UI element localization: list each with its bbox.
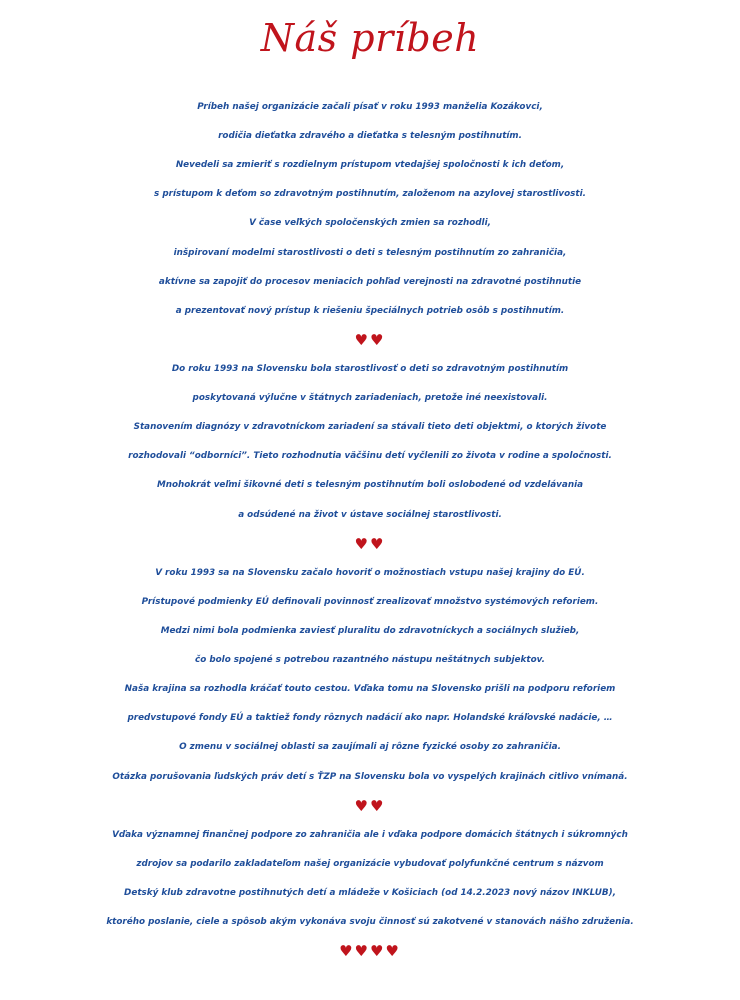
story-paragraph-line: ktorého poslanie, ciele a spôsob akým vykonáva svoju činnosť sú zakotvené v stanovách nášho združenia.: [106, 917, 634, 928]
story-paragraph-line: aktívne sa zapojiť do procesov meniacich pohľad verejnosti na zdravotné postihnutie: [158, 276, 582, 287]
story-paragraph-line: s prístupom k deťom so zdravotným postihnutím, založenom na azylovej starostlivosti.: [154, 189, 586, 200]
story-paragraph-line: Naša krajina sa rozhodla kráčať touto cestou. Vďaka tomu na Slovensko prišli na podporu reforiem: [124, 684, 616, 695]
story-paragraph-line: Stanovením diagnózy v zdravotníckom zariadení sa stávali tieto deti objektmi, o ktorých živote: [133, 422, 607, 433]
story-paragraph-line: zdrojov sa podarilo zakladateľom našej organizácie vybudovať polyfunkčné centrum s názvom: [136, 858, 604, 869]
story-paragraph-line: poskytovaná výlučne v štátnych zariadeniach, pretože iné neexistovali.: [192, 393, 548, 404]
story-paragraph-line: Prístupové podmienky EÚ definovali povinnosť zrealizovať množstvo systémových reforiem.: [141, 596, 599, 607]
hearts-divider-icon: ♥♥: [354, 330, 386, 349]
story-paragraph-line: rozhodovali “odborníci”. Tieto rozhodnutia väčšinu detí vyčlenili zo života v rodine a spoločnosti.: [128, 451, 612, 462]
story-paragraph-line: a odsúdené na život v ústave sociálnej starostlivosti.: [238, 509, 502, 520]
story-paragraph-line: Vďaka významnej finančnej podpore zo zahraničia ale i vďaka podpore domácich štátnych i súkromných: [112, 829, 628, 840]
story-paragraph-line: čo bolo spojené s potrebou razantného nástupu neštátnych subjektov.: [195, 655, 545, 666]
hearts-divider-icon: ♥♥♥♥: [339, 942, 401, 961]
story-text: [0, 93, 740, 966]
page-title: Náš príbeh: [260, 16, 480, 60]
story-paragraph-line: Detský klub zdravotne postihnutých detí a mládeže v Košiciach (od 14.2.2023 nový názov INKLUB),: [124, 887, 616, 898]
story-paragraph-line: inšpirovaní modelmi starostlivosti o deti s telesným postihnutím zo zahraničia,: [173, 247, 567, 258]
story-paragraph-line: V roku 1993 sa na Slovensku začalo hovoriť o možnostiach vstupu našej krajiny do EÚ.: [155, 567, 585, 578]
story-paragraph-line: V čase veľkých spoločenských zmien sa rozhodli,: [249, 218, 491, 229]
hearts-divider-icon: ♥♥: [354, 796, 386, 815]
story-paragraph-line: a prezentovať nový prístup k riešeniu špeciálnych potrieb osôb s postihnutím.: [175, 305, 565, 316]
story-paragraph-line: Mnohokrát veľmi šikovné deti s telesným postihnutím boli oslobodené od vzdelávania: [156, 480, 584, 491]
story-paragraph-line: Nevedeli sa zmieriť s rozdielnym prístupom vtedajšej spoločnosti k ich deťom,: [175, 160, 565, 171]
story-paragraph-line: rodičia dieťatka zdravého a dieťatka s telesným postihnutím.: [218, 131, 522, 142]
story-paragraph-line: predvstupové fondy EÚ a taktiež fondy rôznych nadácií ako napr. Holandské kráľovské nadácie, …: [127, 713, 613, 724]
story-paragraph-line: Do roku 1993 na Slovensku bola starostlivosť o deti so zdravotným postihnutím: [171, 363, 569, 374]
story-paragraph-line: Príbeh našej organizácie začali písať v roku 1993 manželia Kozákovci,: [197, 102, 543, 112]
story-paragraph-line: O zmenu v sociálnej oblasti sa zaujímali aj rôzne fyzické osoby zo zahraničia.: [179, 742, 561, 753]
hearts-divider-icon: ♥♥: [354, 534, 386, 553]
story-paragraph-line: Otázka porušovania ľudských práv detí s ŤZP na Slovensku bola vo vyspelých krajinách citlivo vnímaná.: [112, 771, 628, 782]
story-paragraph-line: Medzi nimi bola podmienka zaviesť pluralitu do zdravotníckych a sociálnych služieb,: [160, 625, 580, 636]
